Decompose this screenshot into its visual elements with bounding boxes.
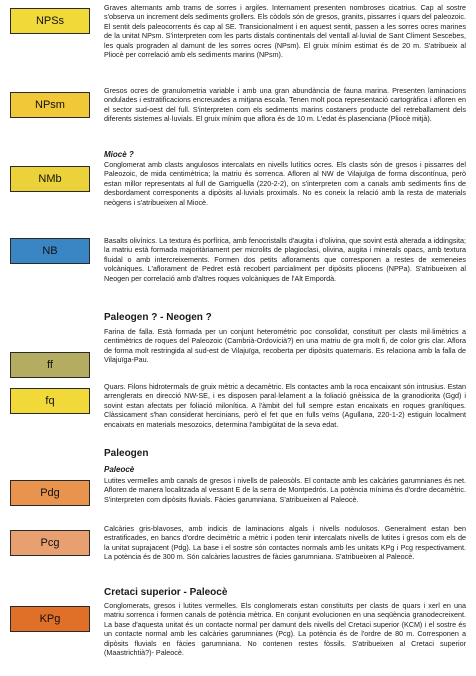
section-subheading-paleoce: Paleocè [104, 465, 135, 474]
legend-swatch-nmb [10, 166, 90, 192]
legend-description-pcg: Calcàries gris-blavoses, amb indicis de laminacions algals i nivells nodulosos. Generalment estan ben estratificades, en bancs d'ordre decimètric a mètric i poden tenir intercalats nivells de lutites i gresos com els de la unitat suprajacent (Pdg). La base i el sostre són contactes normals amb les unitats KPg i Pcg respectivament. La potència és de 300 m. Són calcàries lacustres de fàcies garumniana. S'atribueixen al Paleocè. [104, 524, 466, 562]
legend-swatch-npss [10, 8, 90, 34]
legend-swatch-pcg [10, 530, 90, 556]
legend-swatch-kpg [10, 606, 90, 632]
legend-description-npss: Graves alternants amb trams de sorres i argiles. Internament presenten nombroses cicatrius. Cap al sostre s'observa un increment dels sediments grollers. Els còdols són de gresos, granits, pissarres i quars del paleozoic. El sentit dels paleocorrents és cap al SE. Transicionalment i en aquest sentit, passen a les sorres ocres marines de la unitat NPsm. S'interpreten com les parts distals continentals del ventall al·luvial de Sant Climent Sescebes, les quals prograden al damunt de les sorres ocres (NPsm). El gruix mínim estimat és de 20 m. S'atribueix al Pliocè per correlació amb els sediments marins (NPsm). [104, 3, 466, 60]
legend-code: Pcg [40, 537, 60, 549]
legend-swatch-ff [10, 352, 90, 378]
legend-description-pdg: Lutites vermelles amb canals de gresos i nivells de paleosòls. El contacte amb les calcàries garumnianes és net. Afloren de manera localitzada al vessant E de la serra de Montpedrós. La potència mínima és d'ordre decamètric. S'interpreten com dipòsits fluvials. Fàcies garumniana. S'atribueixen al Paleocè. [104, 476, 466, 504]
legend-code: NPsm [35, 99, 65, 111]
section-subheading-mioce: Miocè ? [104, 150, 134, 159]
legend-description-nb: Basalts olivínics. La textura és porfírica, amb fenocristalls d'augita i d'olivina, que sovint està alterada a iddingsita; la matriu està formada majoritàriament per microlits de plagioclasi, olivina, augita i minerals opacs, amb textura fluidal o amb intercreixements. Formen dos petits afloraments que corresponen a restes de xemeneies volcàniques. L'aflorament de Pedret està recobert parcialment per dipòsits pliocens (NPPa). S'atribueixen al Neogen per correlació amb d'altres roques volcàniques de l'Alt Empordà. [104, 236, 466, 283]
legend-code: KPg [39, 613, 61, 625]
section-heading-cretaci: Cretaci superior - Paleocè [104, 587, 228, 598]
legend-description-npsm: Gresos ocres de granulometria variable i amb una gran abundància de fauna marina. Presenten laminacions ondulades i estratificacions encreuades a mitjana escala. Tenen molt poca representació cartogràfica i afloren en el sector sud-oest del full. S'interpreten com els sediments marins costaners producte del retreballament dels diferents sistemes al·luvials. El gruix mínim que aflora és de 10 m. L'edat és plasenciana (Pliocè mitjà). [104, 86, 466, 124]
legend-code: NMb [38, 173, 62, 185]
section-heading-paleogen: Paleogen [104, 448, 149, 459]
legend-description-fq: Quars. Filons hidrotermals de gruix mètric a decamètric. Els contactes amb la roca encaixant són intrusius. Estan arrenglerats en direcció NW-SE, i es disposen paral·lelament a la foliació gnèissica de la granodiorita (Ggd) i sovint estan afectats per foliació milonítica. A l'àmbit del full sempre estan encaixats en roques granítiques. Clàssicament s'han considerat hercinians, però el fet que en fulls veïns (Agullana, 220-1-2) estiguin localment encaixats en materials mesozoics, determina l'ambigüitat de la seva edat. [104, 382, 466, 429]
legend-description-kpg: Conglomerats, gresos i lutites vermelles. Els conglomerats estan constituïts per clasts de quars i xerl en una matriu sorrenca i formen canals de potència mètrica. En conjunt evolucionen en una seqüència granodecreixent. La base d'aquesta unitat és un contacte normal per damunt dels nivells del Cretaci superior (KCM) i el sostre és un contacte normal amb les calcàries garumnianes (Pcg). La potència és de l'ordre de 80 m. Corresponen a dipòsits fluvials en fàcies garumniana. No contenen restes fòssils. S'atribueixen al Cretaci superior (Maastrichtià?)- Paleocè. [104, 601, 466, 658]
legend-code: NB [42, 245, 58, 257]
legend-swatch-npsm [10, 92, 90, 118]
legend-swatch-fq [10, 388, 90, 414]
legend-description-nmb: Conglomerat amb clasts angulosos intercalats en nivells lutítics ocres. Els clasts són de gresos i pissarres del Paleozoic, de mida centimètrica; la matriu és sorrenca. Afloren al NW de Vilajuïga de forma discontínua, però estan millor representats al full de Garriguella (220-2-2), on s'interpreten com a canals amb sediments fins de desbordament corresponents a dipòsits al·luvials proximals. No es coneix la relació amb la resta de materials neògens i s'atribueixen al Miocè. [104, 160, 466, 207]
section-heading-paleogen-neogen: Paleogen ? - Neogen ? [104, 312, 212, 323]
legend-code: fq [45, 395, 55, 407]
legend-swatch-pdg [10, 480, 90, 506]
legend-code: Pdg [40, 487, 60, 499]
legend-code: ff [47, 359, 53, 371]
legend-description-ff: Farina de falla. Està formada per un conjunt heterométric poc consolidat, constituït per clasts mil·limètrics a centimètrics de roques del Paleozoic (Cambrià-Ordovicià?) en una matriu de gra molt fi, de color gris clar. Aflora de forma molt restringida al sud-est de Vilajuïga, recoberta per dipòsits quaternaris. Es relaciona amb la falla de Vilajuïga-Pau. [104, 327, 466, 365]
legend-code: NPSs [35, 15, 65, 27]
legend-swatch-nb [10, 238, 90, 264]
